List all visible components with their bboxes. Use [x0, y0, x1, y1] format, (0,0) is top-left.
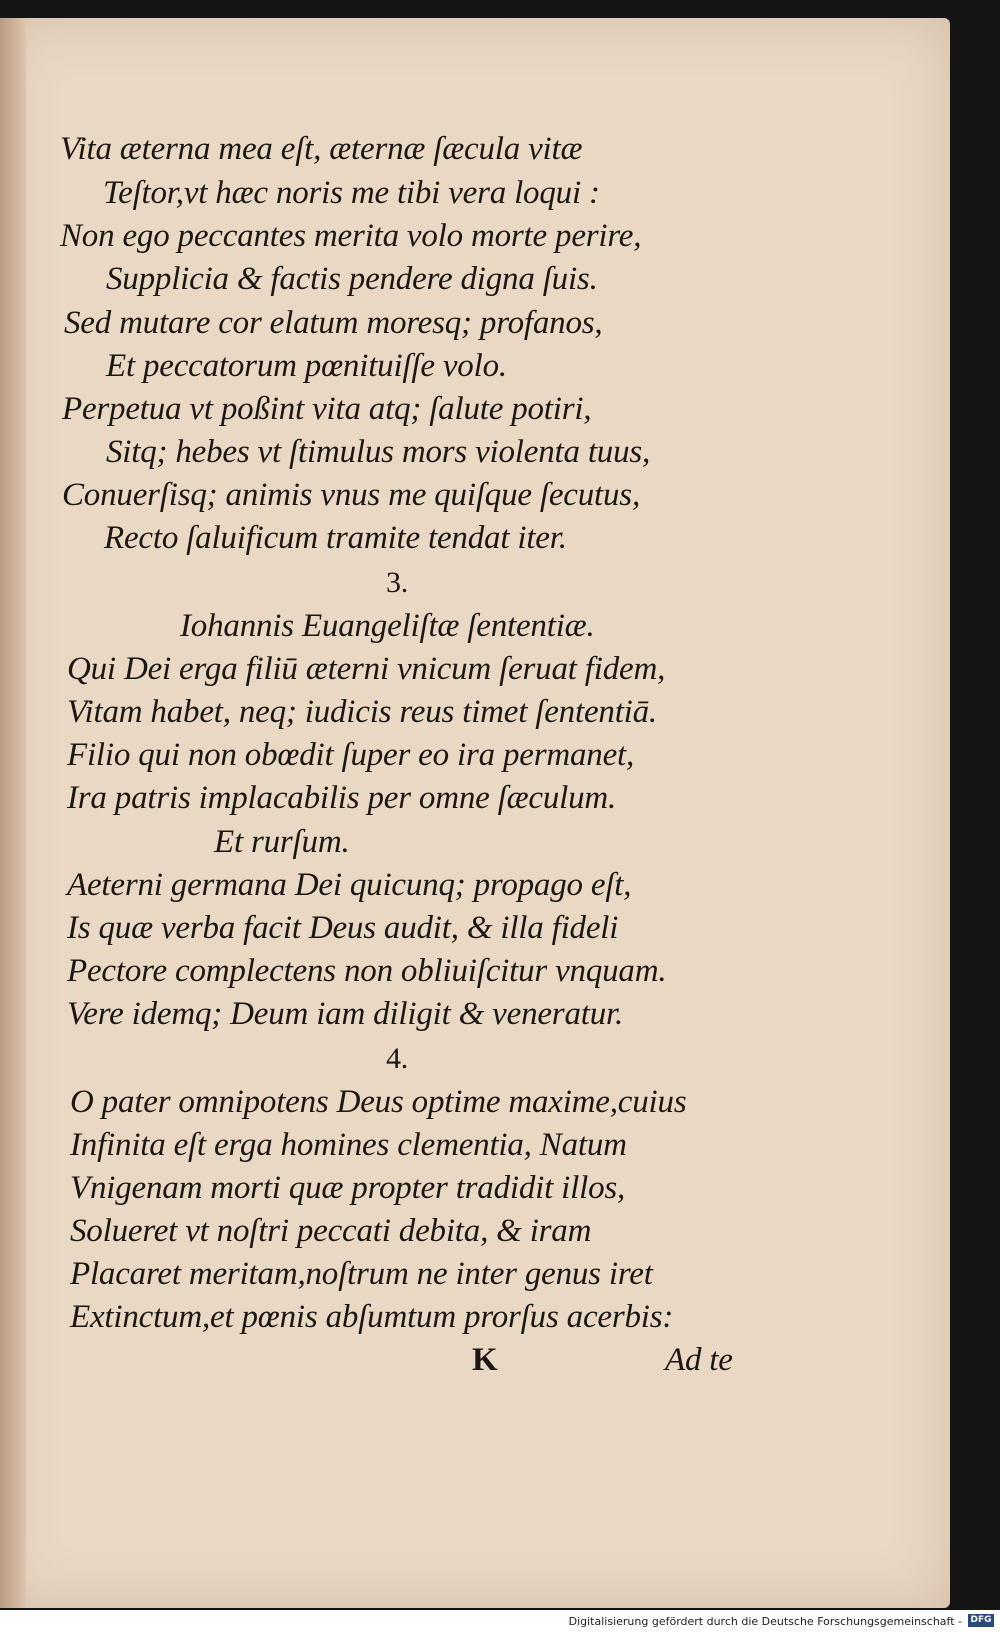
text-line: Ira patris implacabilis per omne ſæculum. — [67, 780, 617, 816]
text-line: Solueret vt noſtri peccati debita, & iram — [70, 1213, 592, 1249]
text-line: O pater omnipotens Deus optime maxime,cuius — [70, 1084, 687, 1120]
page-text — [0, 18, 950, 1608]
catchword: Ad te — [665, 1342, 733, 1378]
text-line: Vitam habet, neq; iudicis reus timet ſententiā. — [67, 694, 657, 730]
dfg-logo-icon: DFG — [968, 1614, 994, 1627]
text-line: Sitq; hebes vt ſtimulus mors violenta tuus, — [106, 434, 651, 470]
text-line: Filio qui non obœdit ſuper eo ira permanet, — [67, 737, 635, 773]
signature-mark: K — [472, 1342, 498, 1378]
section-heading: Iohannis Euangeliſtæ ſententiæ. — [180, 608, 595, 644]
book-page — [0, 18, 950, 1608]
subheading: Et rurſum. — [214, 824, 350, 860]
text-line: Vere idemq; Deum iam diligit & veneratur. — [67, 996, 624, 1032]
text-line: Pectore complectens non obliuiſcitur vnquam. — [67, 953, 667, 989]
text-line: Is quæ verba facit Deus audit, & illa fideli — [67, 910, 619, 946]
text-line: Teſtor,vt hæc noris me tibi vera loqui : — [103, 175, 600, 211]
text-line: Aeterni germana Dei quicunq; propago eſt, — [67, 867, 632, 903]
text-line: Vnigenam morti quæ propter tradidit illos, — [70, 1170, 626, 1206]
text-line: Conuerſisq; animis vnus me quiſque ſecutus, — [62, 477, 641, 513]
section-number: 3. — [386, 566, 409, 599]
section-number: 4. — [386, 1042, 409, 1075]
text-line: Non ego peccantes merita volo morte perire, — [60, 218, 642, 254]
text-line: Perpetua vt poßint vita atq; ſalute potiri, — [62, 391, 592, 427]
text-line: Sed mutare cor elatum moresq; profanos, — [64, 305, 603, 341]
text-line: Placaret meritam,noſtrum ne inter genus iret — [70, 1256, 653, 1292]
funding-note: Digitalisierung gefördert durch die Deutsche Forschungsgemeinschaft - — [568, 1615, 962, 1628]
text-line: Qui Dei erga filiū æterni vnicum ſeruat fidem, — [67, 651, 666, 687]
text-line: Et peccatorum pœnituiſſe volo. — [106, 348, 507, 384]
text-line: Recto ſaluificum tramite tendat iter. — [104, 520, 567, 556]
digitization-footer — [0, 1610, 1000, 1632]
text-line: Extinctum,et pœnis abſumtum prorſus acerbis: — [70, 1299, 674, 1335]
text-line: Vita æterna mea eſt, æternæ ſæcula vitæ — [60, 131, 583, 167]
text-line: Infinita eſt erga homines clementia, Natum — [70, 1127, 627, 1163]
text-line: Supplicia & factis pendere digna ſuis. — [106, 261, 598, 297]
